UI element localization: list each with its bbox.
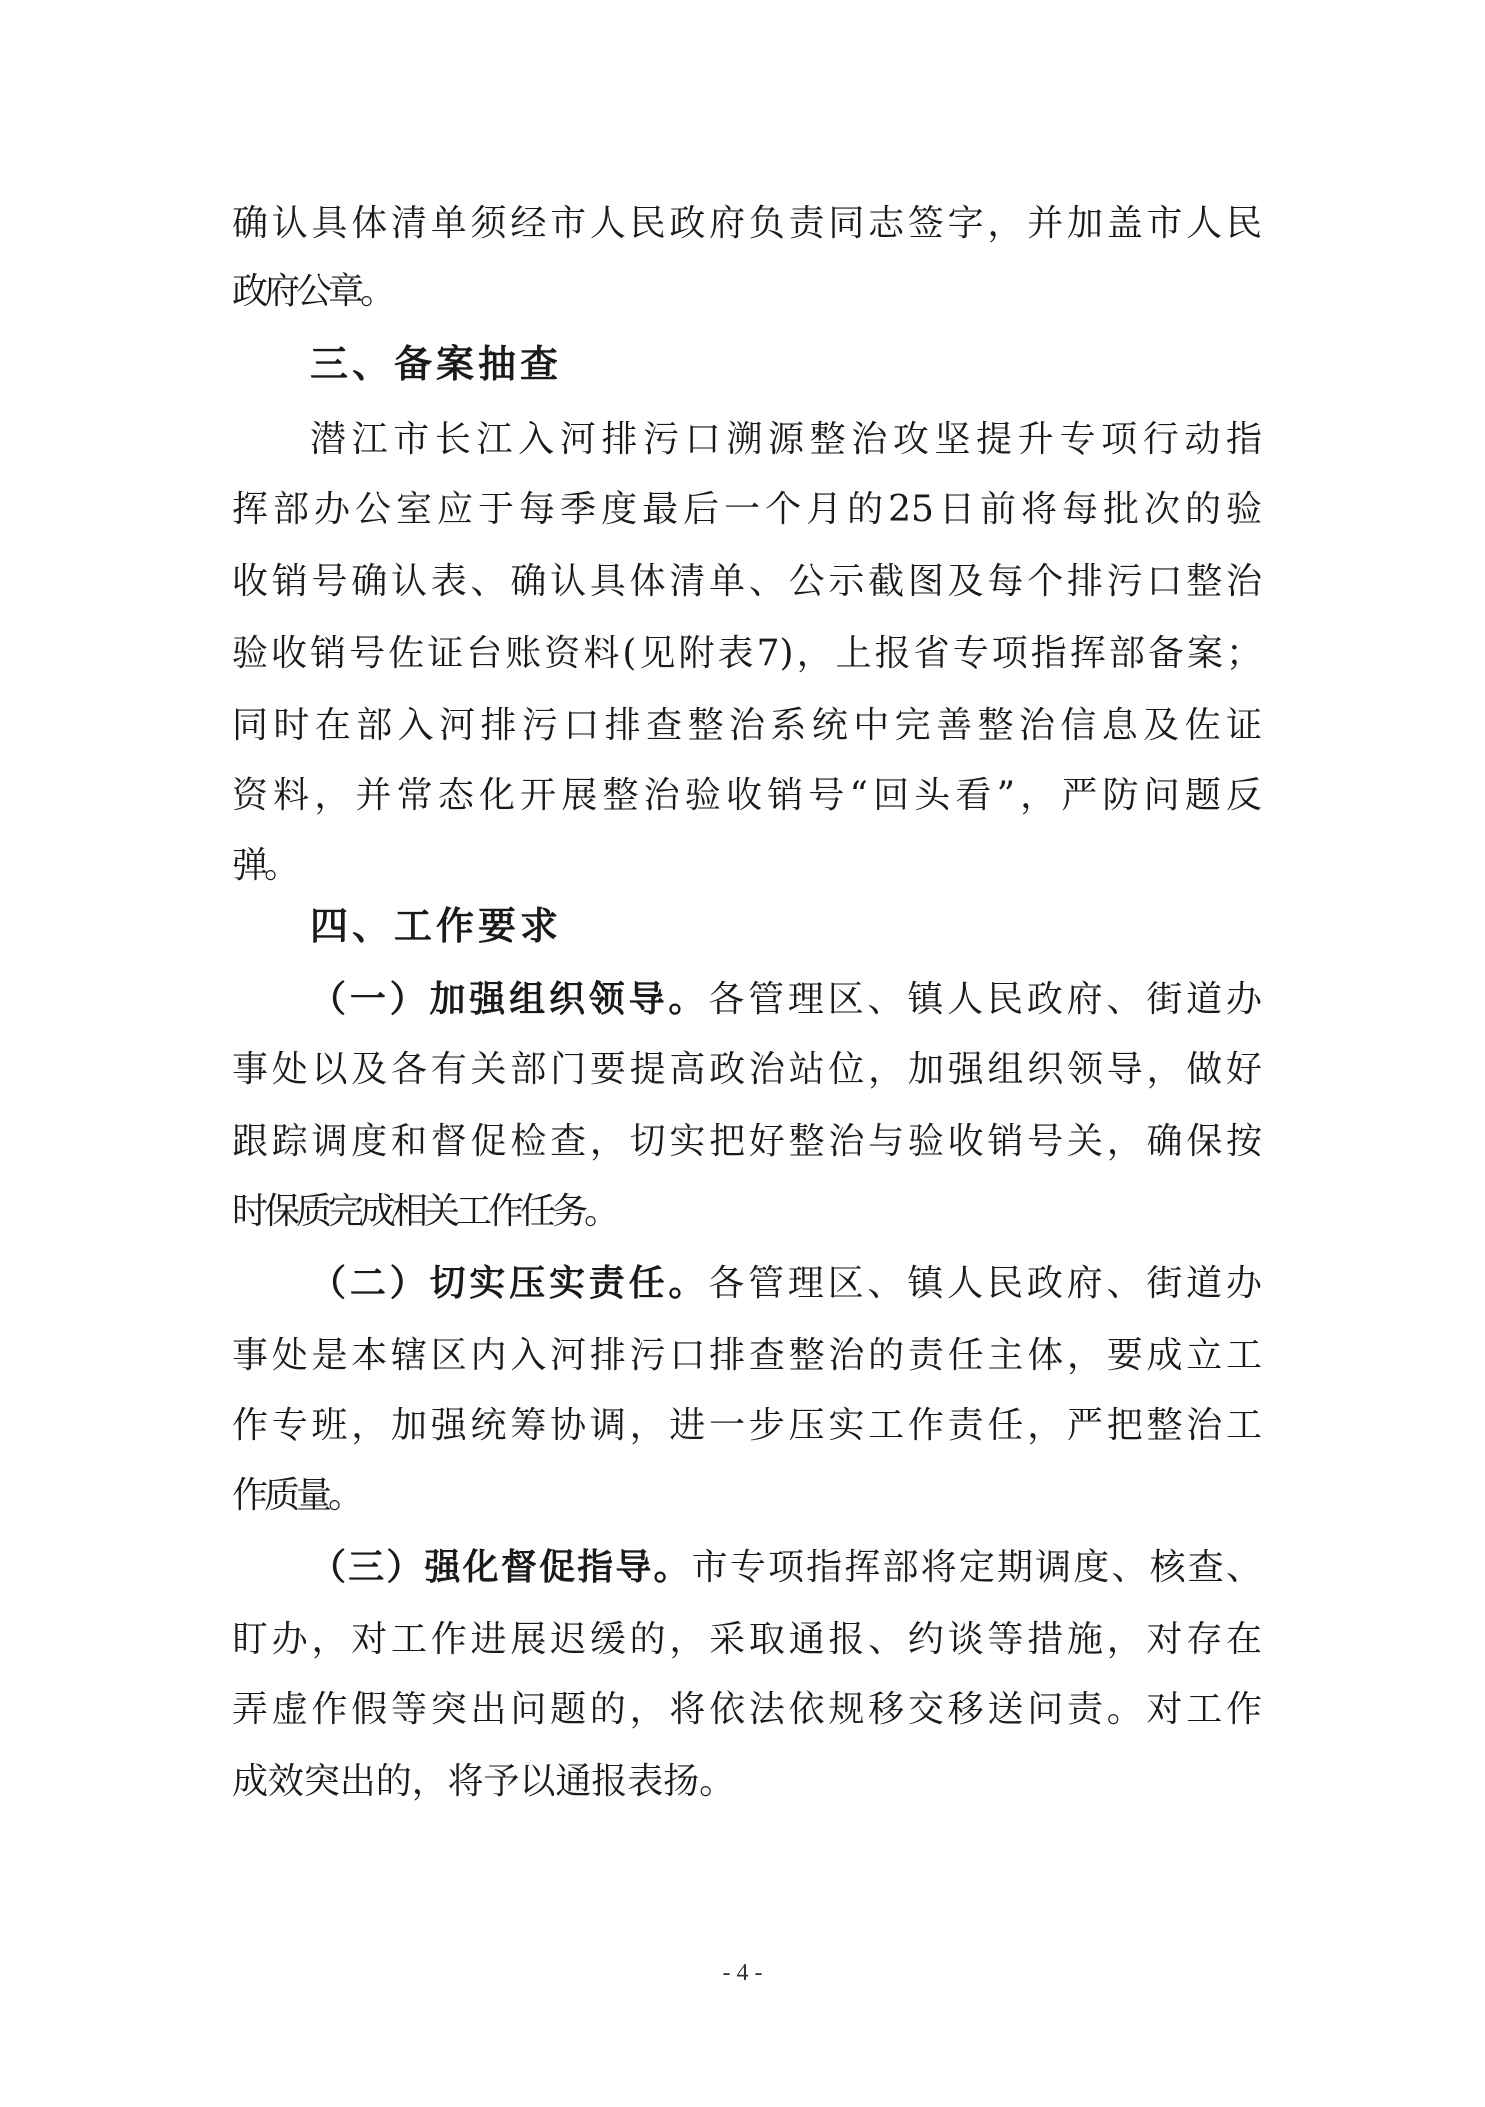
text-line: 挥部办公室应于每季度最后一个月的25日前将每批次的验 xyxy=(232,489,1262,530)
text-line: 弹。 xyxy=(232,845,297,886)
text-line: 验收销号佐证台账资料(见附表7)，上报省专项指挥部备案； xyxy=(232,633,1262,674)
text-line: 同时在部入河排污口排查整治系统中完善整治信息及佐证 xyxy=(232,705,1262,746)
text-span: 各管理区、镇人民政府、街道办 xyxy=(708,979,1262,1020)
text-line: 跟踪调度和督促检查，切实把好整治与验收销号关，确保按 xyxy=(232,1121,1262,1162)
text-line: 政府公章。 xyxy=(232,271,393,312)
subsection-title-2: （二）切实压实责任。 xyxy=(310,1263,709,1304)
text-line: 确认具体清单须经市人民政府负责同志签字，并加盖市人民 xyxy=(232,203,1262,244)
subsection-line xyxy=(310,1262,1262,1306)
text-line: 作质量。 xyxy=(232,1475,361,1516)
text-line: 事处以及各有关部门要提高政治站位，加强组织领导，做好 xyxy=(232,1049,1262,1090)
section-heading-4: 四、工作要求 xyxy=(310,904,563,948)
section-heading-3: 三、备案抽查 xyxy=(310,342,563,386)
text-line: 收销号确认表、确认具体清单、公示截图及每个排污口整治 xyxy=(232,561,1262,602)
subsection-line xyxy=(310,1546,1262,1590)
text-line: 成效突出的，将予以通报表扬。 xyxy=(232,1761,736,1802)
text-line: 潜江市长江入河排污口溯源整治攻坚提升专项行动指 xyxy=(310,419,1262,460)
text-line: 事处是本辖区内入河排污口排查整治的责任主体，要成立工 xyxy=(232,1335,1262,1376)
subsection-title-3: （三）强化督促指导。 xyxy=(310,1547,692,1588)
text-line: 资料，并常态化开展整治验收销号“回头看”，严防问题反 xyxy=(232,775,1262,816)
text-line: 盯办，对工作进展迟缓的，采取通报、约谈等措施，对存在 xyxy=(232,1619,1262,1660)
text-line: 作专班，加强统筹协调，进一步压实工作责任，严把整治工 xyxy=(232,1405,1262,1446)
text-line: 弄虚作假等突出问题的，将依法依规移交移送问责。对工作 xyxy=(232,1689,1262,1730)
text-line: 时保质完成相关工作任务。 xyxy=(232,1191,617,1232)
text-span: 市专项指挥部将定期调度、核查、 xyxy=(691,1547,1262,1588)
subsection-line xyxy=(310,978,1262,1022)
subsection-title-1: （一）加强组织领导。 xyxy=(310,979,709,1020)
page-number: - 4 - xyxy=(722,1960,763,1986)
text-span: 各管理区、镇人民政府、街道办 xyxy=(708,1263,1262,1304)
